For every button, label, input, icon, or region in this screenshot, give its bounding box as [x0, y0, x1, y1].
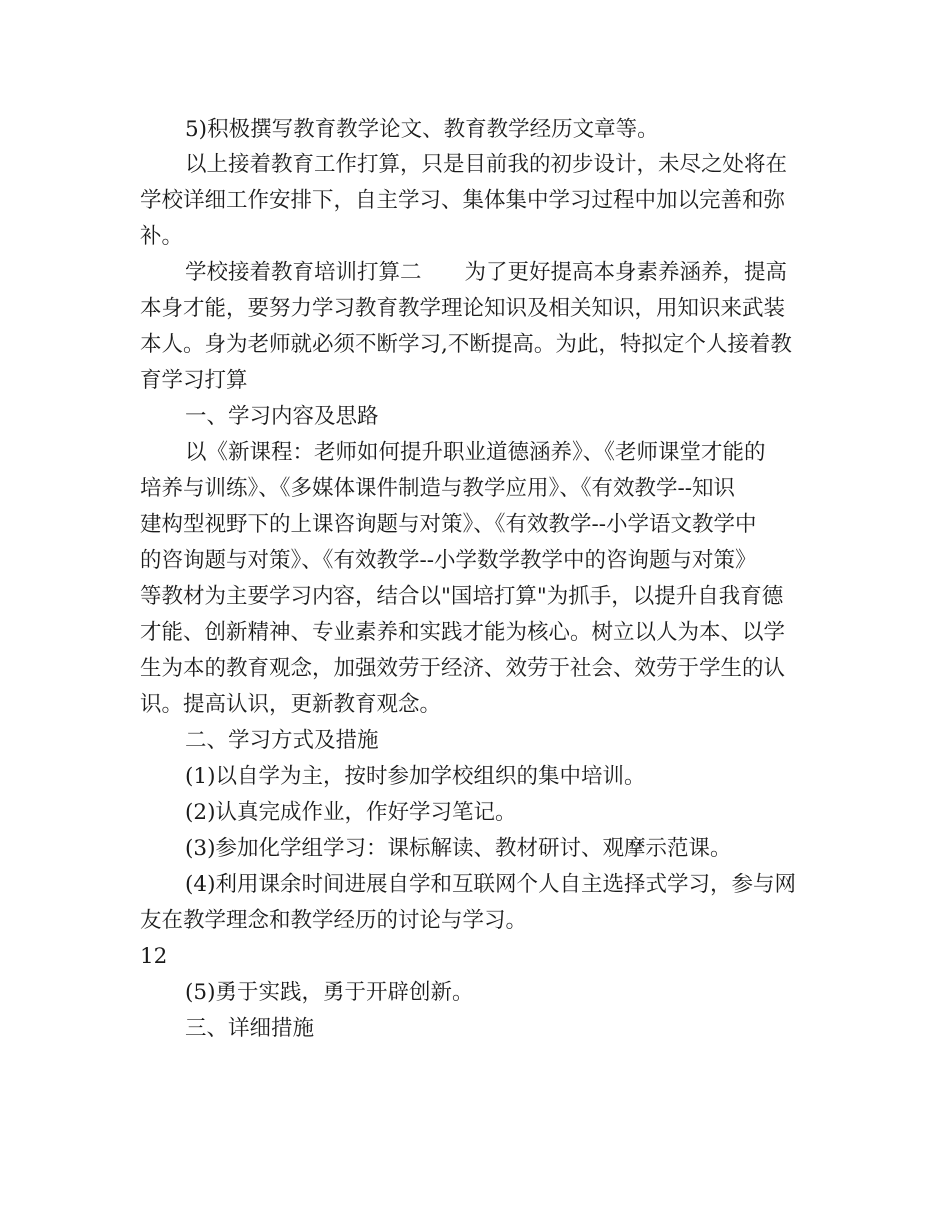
paragraph-line: 学校详细工作安排下，自主学习、集体集中学习过程中加以完善和弥: [140, 188, 786, 213]
paragraph-line: 本身才能，要努力学习教育教学理论知识及相关知识，用知识来武装: [140, 296, 786, 321]
section-heading: 一、学习内容及思路: [185, 404, 379, 429]
paragraph-line: 补。: [140, 224, 184, 249]
paragraph-line: 5)积极撰写教育教学论文、教育教学经历文章等。: [185, 117, 659, 142]
paragraph-line: 本人。身为老师就必须不断学习,不断提高。为此，特拟定个人接着教: [140, 332, 792, 357]
list-item: (2)认真完成作业，作好学习笔记。: [185, 800, 517, 825]
paragraph-line: 识。提高认识，更新教育观念。: [140, 692, 442, 717]
paragraph-line: 培养与训练》、《多媒体课件制造与教学应用》、《有效教学--知识: [140, 476, 736, 501]
paragraph-line: 建构型视野下的上课咨询题与对策》、《有效教学--小学语文教学中: [140, 512, 757, 537]
page-number: 12: [140, 944, 168, 969]
list-item: (3)参加化学组学习：课标解读、教材研讨、观摩示范课。: [185, 836, 732, 861]
paragraph-line: 才能、创新精神、专业素养和实践才能为核心。树立以人为本、以学: [140, 620, 786, 645]
paragraph-line: 生为本的教育观念，加强效劳于经济、效劳于社会、效劳于学生的认: [140, 656, 786, 681]
section-heading: 三、详细措施: [185, 1016, 315, 1041]
paragraph-line: 育学习打算: [140, 368, 248, 393]
paragraph-line: 友在教学理念和教学经历的讨论与学习。: [140, 908, 528, 933]
list-item: (4)利用课余时间进展自学和互联网个人自主选择式学习，参与网: [185, 872, 796, 897]
section-heading: 二、学习方式及措施: [185, 728, 379, 753]
paragraph-line: 学校接着教育培训打算二 为了更好提高本身素养涵养，提高: [185, 260, 788, 285]
paragraph-line: 的咨询题与对策》、《有效教学--小学数学教学中的咨询题与对策》: [140, 548, 757, 573]
paragraph-line: 以《新课程：老师如何提升职业道德涵养》、《老师课堂才能的: [185, 440, 766, 465]
paragraph-line: 等教材为主要学习内容，结合以"国培打算"为抓手，以提升自我育德: [140, 584, 784, 609]
list-item: (1)以自学为主，按时参加学校组织的集中培训。: [185, 764, 646, 789]
list-item: (5)勇于实践，勇于开辟创新。: [185, 980, 474, 1005]
paragraph-line: 以上接着教育工作打算，只是目前我的初步设计，未尽之处将在: [185, 152, 788, 177]
